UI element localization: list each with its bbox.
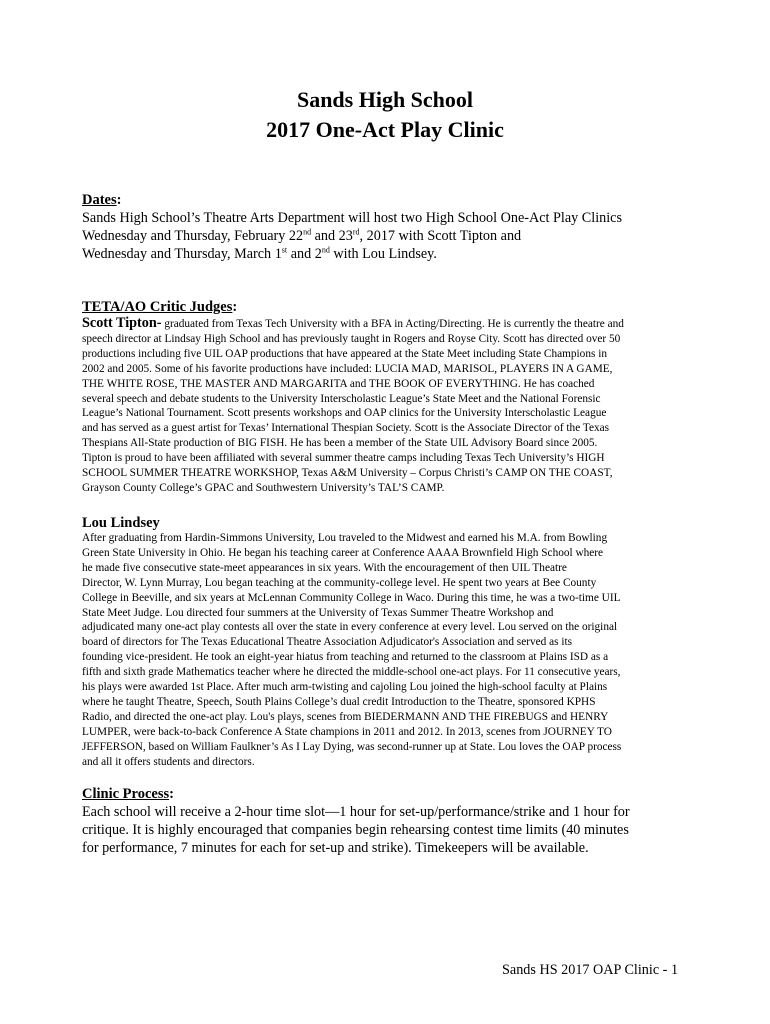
bio-line: productions including five UIL OAP productions that have appeared at the State Meet including State Champions in [82, 347, 607, 360]
bio-line: THE WHITE ROSE, THE MASTER AND MARGARITA and THE BOOK OF EVERYTHING. He has coached [82, 377, 595, 390]
page-title: Sands High School [296, 87, 474, 112]
bio-line: where he taught Theatre, Speech, South Plains College’s dual credit Introduction to the Theatre, sponsored KPHS [82, 695, 596, 708]
lou-lindsey-bio [82, 531, 692, 770]
dates-line-2: Wednesday and Thursday, February 22nd and 23rd, 2017 with Scott Tipton and [82, 227, 522, 244]
bio-line: adjudicated many one-act play contests all over the state in every conference at every level. Lou served on the original [82, 621, 618, 634]
clinic-process-heading: Clinic Process: [82, 786, 174, 802]
page-subtitle: 2017 One-Act Play Clinic [266, 117, 504, 142]
bio-line: LUMPER, were back-to-back Conference A State champions in 2011 and 2012. In 2013, scenes from JOURNEY TO [82, 725, 612, 738]
dates-heading: Dates: [82, 192, 122, 208]
dates-line-1: Sands High School’s Theatre Arts Department will host two High School One-Act Play Clinics [82, 210, 622, 226]
bio-line: Director, W. Lynn Murray, Lou began teaching at the community-college level. He spent two years at Bee County [82, 576, 597, 589]
bio-line: League’s National Tournament. Scott presents workshops and OAP clinics for the University Interscholastic League [82, 407, 607, 420]
lou-lindsey-heading: Lou Lindsey [82, 515, 160, 531]
bio-line: Green State University in Ohio. He began his teaching career at Conference AAAA Brownfield High School where [82, 546, 604, 559]
bio-line: Thespians All-State production of BIG FISH. He has been a member of the State UIL Advisory Board since 2005. [82, 437, 598, 450]
bio-line: State Meet Judge. Lou directed four summers at the University of Texas Summer Theatre Workshop and [82, 606, 554, 619]
bio-line: fifth and sixth grade Mathematics teacher where he directed the middle-school one-act plays. For 11 consecutive years, [82, 666, 621, 679]
bio-line: founding vice-president. He took an eight-year hiatus from teaching and returned to the classroom at Plains ISD as a [82, 651, 609, 664]
scott-bio-first-line: Scott Tipton- graduated from Texas Tech University with a BFA in Acting/Directing. He is currently the theatre and [82, 315, 624, 331]
dates-body [82, 209, 702, 263]
bio-line: and all it offers students and directors. [82, 755, 255, 768]
bio-line: SCHOOL SUMMER THEATRE WORKSHOP, Texas A&M University – Corpus Christi’s CAMP ON THE COAST, [82, 467, 613, 480]
bio-line: board of directors for The Texas Educational Theatre Association Adjudicator's Association and served as its [82, 636, 573, 649]
bio-line: Grayson County College’s GPAC and Southwestern University’s TAL’S CAMP. [82, 481, 445, 494]
judges-heading: TETA/AO Critic Judges: [82, 299, 238, 315]
bio-line: Tipton is proud to have been affiliated with several summer theatre camps including Texas Tech University’s HIGH [82, 452, 605, 465]
clinic-process-body [82, 803, 702, 857]
bio-line: his plays were awarded 1st Place. After much arm-twisting and cajoling Lou joined the high-school faculty at Plains [82, 681, 608, 694]
bio-line: and has served as a guest artist for Texas’ International Thespian Society. Scott is the Associate Director of the Texas [82, 422, 610, 435]
bio-line: speech director at Lindsay High School and has previously taught in Rogers and Royse City. Scott has directed over 50 [82, 332, 621, 345]
clinic-line: critique. It is highly encouraged that companies begin rehearsing contest time limits (40 minutes [82, 822, 629, 838]
scott-tipton-name: Scott Tipton- [82, 315, 162, 331]
scott-tipton-bio [82, 316, 692, 496]
page-footer: Sands HS 2017 OAP Clinic - 1 [502, 962, 679, 978]
bio-line: 2002 and 2005. Some of his favorite productions have included: LUCIA MAD, MARISOL, PLAYERS IN A GAME, [82, 362, 613, 375]
bio-line: several speech and debate students to the University Interscholastic League’s State Meet and the National Forensic [82, 392, 601, 405]
clinic-line: Each school will receive a 2-hour time slot—1 hour for set-up/performance/strike and 1 hour for [82, 804, 630, 820]
bio-line: Radio, and directed the one-act play. Lou's plays, scenes from BIEDERMANN AND THE FIREBUGS and HENRY [82, 710, 609, 723]
bio-line: After graduating from Hardin-Simmons University, Lou traveled to the Midwest and earned his M.A. from Bowling [82, 532, 608, 544]
dates-line-3: Wednesday and Thursday, March 1st and 2nd with Lou Lindsey. [82, 245, 437, 262]
bio-line: he made five consecutive state-meet appearances in six years. With the encouragement of then UIL Theatre [82, 561, 567, 574]
bio-line: JEFFERSON, based on William Faulkner’s As I Lay Dying, was second-runner up at State. Lou loves the OAP process [82, 740, 622, 753]
bio-line: College in Beeville, and six years at McLennan Community College in Waco. During this time, he was a two-time UIL [82, 591, 621, 604]
clinic-line: for performance, 7 minutes for each for set-up and strike). Timekeepers will be available. [82, 840, 589, 856]
